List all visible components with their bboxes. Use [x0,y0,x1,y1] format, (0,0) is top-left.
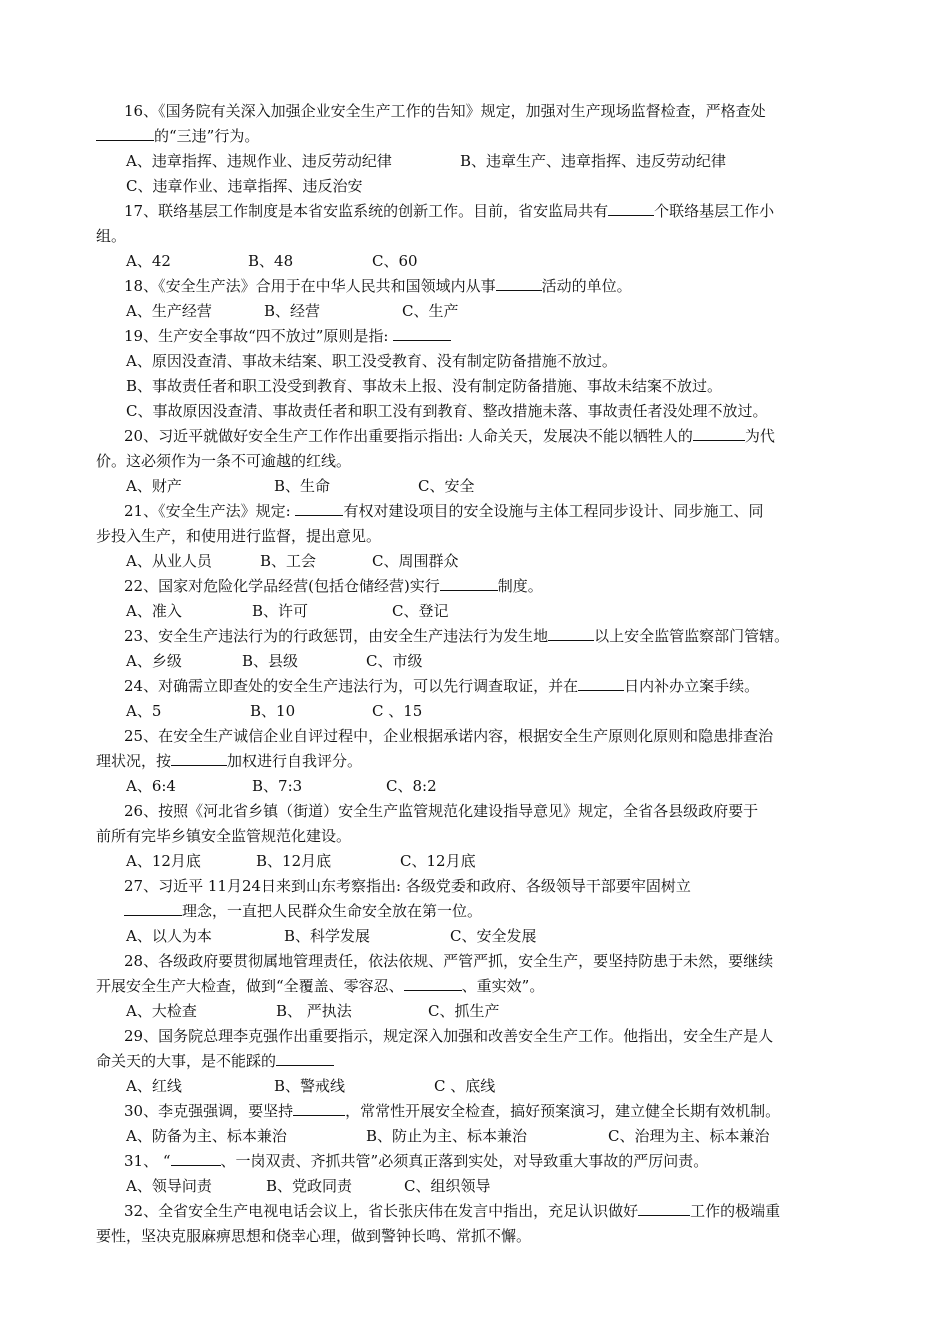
question-26-options [96,849,866,874]
option-c: C、登记 [392,602,449,620]
option-c: C、12月底 [400,852,476,870]
question-text: 24、对确需立即查处的安全生产违法行为，可以先行调查取证，并在 [124,677,579,695]
question-text: 22、国家对危险化学品经营(包括仓储经营)实行 [124,577,440,595]
question-31 [124,1149,894,1174]
question-21-cont [96,524,866,549]
answer-blank [548,624,594,641]
option-a: A、12月底 [126,852,201,870]
question-text: 29、国务院总理李克强作出重要指示，规定深入加强和改善安全生产工作。他指出，安全生产是人 [124,1027,774,1045]
question-17 [124,199,894,224]
question-text: 步投入生产，和使用进行监督，提出意见。 [96,527,382,545]
option-a: A、生产经营 [126,302,212,320]
question-20-options [96,474,866,499]
option-b: B、经营 [264,302,321,320]
option-c: C、事故原因没查清、事故责任者和职工没有到教育、整改措施未落、事故责任者没处理不放过。 [126,402,768,420]
answer-blank [124,899,182,916]
question-text: 有权对建设项目的安全设施与主体工程同步设计、同步施工、同 [343,502,764,520]
question-text: 组。 [96,227,127,245]
question-text: 价。这必须作为一条不可逾越的红线。 [96,452,352,470]
question-27 [124,874,894,899]
question-32-cont [96,1224,866,1249]
option-c: C、8:2 [386,777,437,795]
question-text: 活动的单位。 [541,277,632,295]
option-b: B、工会 [260,552,317,570]
answer-blank [693,424,745,441]
question-19-option-a [96,349,866,374]
question-text: 25、在安全生产诚信企业自评过程中，企业根据承诺内容，根据安全生产原则化原则和隐患排查治 [124,727,774,745]
question-text: 要性，坚决克服麻痹思想和侥幸心理，做到警钟长鸣、常抓不懈。 [96,1227,532,1245]
question-text: 28、各级政府要贯彻属地管理责任，依法依规、严管严抓，安全生产，要坚持防患于未然，要继续 [124,952,774,970]
question-31-options [96,1174,866,1199]
question-17-options [96,249,866,274]
option-b: B、警戒线 [274,1077,346,1095]
answer-blank [393,324,451,341]
question-text: 日内补办立案手续。 [624,677,760,695]
option-b: B、事故责任者和职工没受到教育、事故未上报、没有制定防备措施、事故未结案不放过。 [126,377,723,395]
question-text: 开展安全生产大检查，做到“全覆盖、零容忍、 [96,977,404,995]
option-a: A、42 [126,252,171,270]
option-b: B、 严执法 [276,1002,352,1020]
question-21 [124,499,894,524]
option-a: A、大检查 [126,1002,197,1020]
question-18 [124,274,894,299]
question-16-options-2 [96,174,866,199]
question-25-options [96,774,866,799]
question-text: 21、《安全生产法》规定: [124,502,291,520]
option-a: A、财产 [126,477,182,495]
option-c: C、周围群众 [372,552,459,570]
option-b: B、7:3 [252,777,303,795]
question-17-cont [96,224,866,249]
question-22 [124,574,894,599]
question-18-options [96,299,866,324]
question-text: ，常常性开展安全检查，搞好预案演习，建立健全长期有效机制。 [345,1102,781,1120]
option-a: A、防备为主、标本兼治 [126,1127,287,1145]
question-29-options [96,1074,866,1099]
question-text: 20、习近平就做好安全生产工作作出重要指示指出: 人命关天，发展决不能以牺牲人的 [124,427,693,445]
answer-blank [578,674,624,691]
option-a: A、违章指挥、违规作业、违反劳动纪律 [126,152,392,170]
option-c: C 、15 [372,702,423,720]
question-20 [124,424,894,449]
question-32 [124,1199,894,1224]
option-a: A、6:4 [126,777,176,795]
answer-blank [496,274,542,291]
option-a: A、从业人员 [126,552,212,570]
question-29-cont [96,1049,866,1074]
option-b: B、10 [250,702,296,720]
question-24 [124,674,894,699]
question-text: 加权进行自我评分。 [227,752,363,770]
question-text: 18、《安全生产法》合用于在中华人民共和国领域内从事 [124,277,496,295]
question-text: 的“三违”行为。 [154,127,260,145]
answer-blank [295,499,343,516]
question-text: 理状况，按 [96,752,172,770]
question-26-cont [96,824,866,849]
question-text: 制度。 [497,577,543,595]
option-b: B、许可 [252,602,309,620]
option-b: B、县级 [242,652,299,670]
question-text: 个联络基层工作小 [654,202,775,220]
question-26 [124,799,894,824]
question-16-options [96,149,866,174]
option-c: C、60 [372,252,418,270]
option-a: A、以人为本 [126,927,212,945]
question-21-options [96,549,866,574]
question-30 [124,1099,894,1124]
answer-blank [171,749,227,766]
option-b: B、生命 [274,477,331,495]
question-19 [124,324,894,349]
option-b: B、党政同责 [266,1177,353,1195]
option-a: A、红线 [126,1077,182,1095]
question-29 [124,1024,894,1049]
question-text: 16、《国务院有关深入加强企业安全生产工作的告知》规定，加强对生产现场监督检查，严格查处 [124,102,766,120]
option-c: C、抓生产 [428,1002,500,1020]
question-text: 19、生产安全事故“四不放过”原则是指: [124,327,389,345]
answer-blank [171,1149,221,1166]
question-22-options [96,599,866,624]
option-c: C、安全 [418,477,475,495]
option-c: C、安全发展 [450,927,537,945]
question-text: 31、 “ [124,1152,171,1170]
answer-blank [276,1049,334,1066]
option-a: A、准入 [126,602,182,620]
question-19-option-c [96,399,866,424]
question-27-options [96,924,866,949]
question-text: 以上安全监管监察部门管辖。 [594,627,790,645]
option-a: A、乡级 [126,652,182,670]
question-25 [124,724,894,749]
question-text: 32、全省安全生产电视电话会议上，省长张庆伟在发言中指出，充足认识做好 [124,1202,639,1220]
option-b: B、科学发展 [284,927,371,945]
question-text: 17、联络基层工作制度是本省安监系统的创新工作。目前，省安监局共有 [124,202,609,220]
option-a: A、领导问责 [126,1177,212,1195]
question-16 [124,99,894,124]
question-19-option-b [96,374,866,399]
question-28-cont [96,974,866,999]
answer-blank [293,1099,345,1116]
question-28 [124,949,894,974]
question-text: 27、习近平 11月24日来到山东考察指出: 各级党委和政府、各级领导干部要牢固树立 [124,877,691,895]
option-c: C、市级 [366,652,423,670]
question-23 [124,624,894,649]
question-20-cont [96,449,866,474]
answer-blank [638,1199,690,1216]
question-text: 、重实效”。 [461,977,545,995]
question-text: 30、李克强强调，要坚持 [124,1102,294,1120]
question-text: 23、安全生产违法行为的行政惩罚，由安全生产违法行为发生地 [124,627,549,645]
question-30-options [96,1124,866,1149]
question-28-options [96,999,866,1024]
answer-blank [608,199,654,216]
question-16-cont [96,124,866,149]
question-23-options [96,649,866,674]
answer-blank [96,124,154,141]
question-text: 前所有完毕乡镇安全监管规范化建设。 [96,827,352,845]
option-b: B、违章生产、违章指挥、违反劳动纪律 [460,152,727,170]
option-c: C 、底线 [434,1077,496,1095]
answer-blank [404,974,462,991]
question-25-cont [96,749,866,774]
question-27-cont [124,899,894,924]
answer-blank [440,574,498,591]
question-text: 、一岗双责、齐抓共管”必须真正落到实处，对导致重大事故的严厉问责。 [220,1152,709,1170]
question-text: 理念，一直把人民群众生命安全放在第一位。 [182,902,483,920]
question-text: 26、按照《河北省乡镇（街道）安全生产监管规范化建设指导意见》规定，全省各县级政府要于 [124,802,759,820]
option-b: B、12月底 [256,852,332,870]
option-b: B、防止为主、标本兼治 [366,1127,528,1145]
option-b: B、48 [248,252,294,270]
option-c: C、组织领导 [404,1177,491,1195]
option-c: C、违章作业、违章指挥、违反治安 [126,177,363,195]
option-c: C、生产 [402,302,459,320]
option-c: C、治理为主、标本兼治 [608,1127,770,1145]
question-text: 工作的极端重 [690,1202,781,1220]
question-text: 为代 [744,427,775,445]
option-a: A、原因没查清、事故未结案、职工没受教育、没有制定防备措施不放过。 [126,352,617,370]
option-a: A、5 [126,702,162,720]
question-24-options [96,699,866,724]
question-text: 命关天的大事，是不能踩的 [96,1052,277,1070]
